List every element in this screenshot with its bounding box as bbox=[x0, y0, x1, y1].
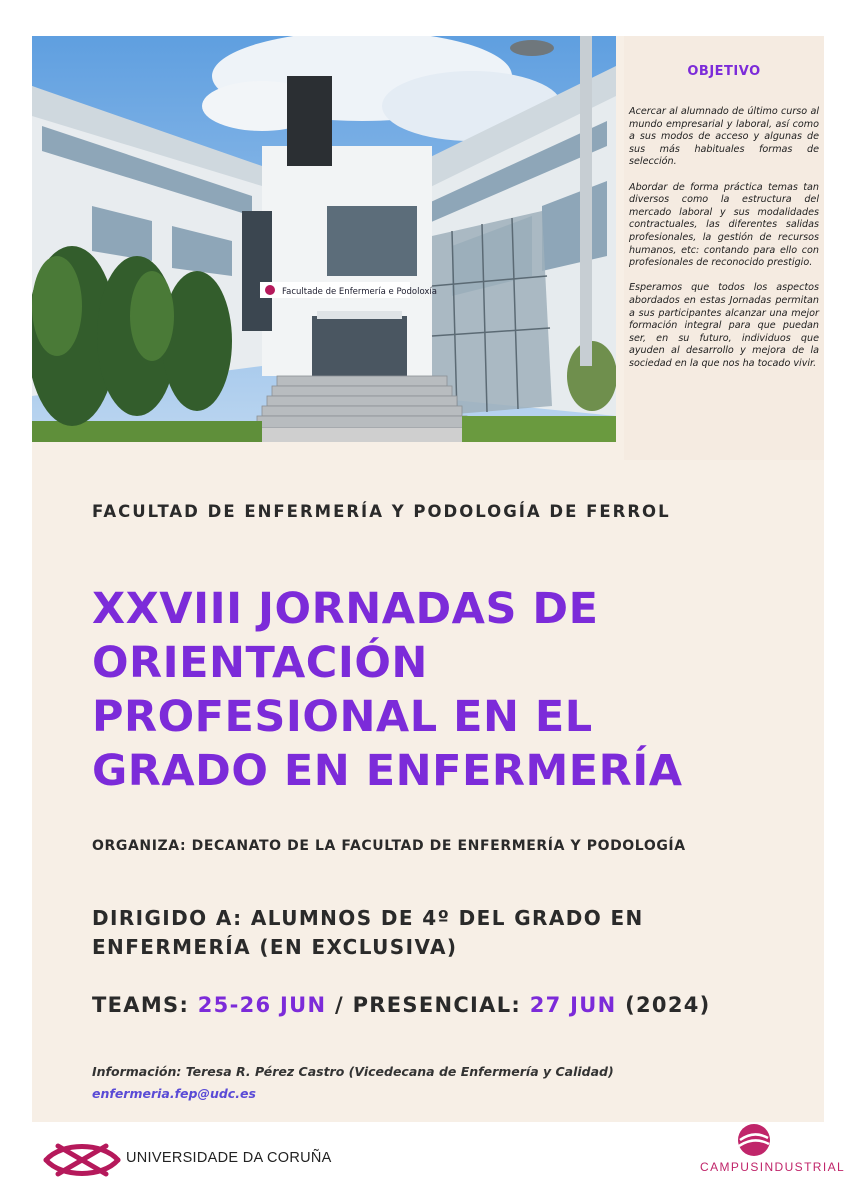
objetivo-paragraph: Esperamos que todos los aspectos abordados en estas Jornadas permitan a sus participantes alcanzar una mejor formación integral para que puedan ser, en su futuro, individuos que ayuden al desarrollo y mejora de la sociedad en la que nos ha tocado vivir. bbox=[629, 282, 819, 369]
event-title-line: XXVIII JORNADAS DE bbox=[92, 584, 599, 634]
audience-line bbox=[92, 904, 644, 962]
objetivo-paragraph: Acercar al alumnado de último curso al mundo empresarial y laboral, así como a sus modos de acceso y algunas de sus más habituales formas de selección. bbox=[629, 106, 819, 168]
event-dates bbox=[92, 993, 711, 1017]
teams-dates: 25-26 JUN bbox=[197, 993, 327, 1017]
teams-label: TEAMS: bbox=[92, 993, 198, 1017]
event-title bbox=[92, 582, 812, 798]
building-photo bbox=[32, 36, 616, 442]
event-title-line: PROFESIONAL EN EL bbox=[92, 692, 593, 742]
campus-industrial-logo-icon bbox=[734, 1120, 774, 1164]
presencial-label: / PRESENCIAL: bbox=[326, 993, 530, 1017]
objetivo-paragraph: Abordar de forma práctica temas tan diversos como la estructura del mercado laboral y sus modalidades contractuales, las diferentes salidas profesionales, la gestión de recursos humanos, etc: contando para ello con profesionales de reconocido prestigio. bbox=[629, 181, 819, 269]
event-year: (2024) bbox=[616, 993, 711, 1017]
audience-line-text: ENFERMERÍA (EN EXCLUSIVA) bbox=[92, 935, 458, 959]
contact-info: Información: Teresa R. Pérez Castro (Vicedecana de Enfermería y Calidad) bbox=[92, 1064, 614, 1079]
objetivo-text bbox=[629, 106, 819, 383]
audience-line-text: DIRIGIDO A: ALUMNOS DE 4º DEL GRADO EN bbox=[92, 906, 644, 930]
event-title-line: ORIENTACIÓN bbox=[92, 638, 428, 688]
objetivo-title: OBJETIVO bbox=[687, 64, 761, 79]
presencial-date: 27 JUN bbox=[529, 993, 617, 1017]
campus-industrial-name: CAMPUSINDUSTRIAL bbox=[700, 1160, 846, 1174]
event-title-line: GRADO EN ENFERMERÍA bbox=[92, 746, 683, 796]
contact-email-link[interactable]: enfermeria.fep@udc.es bbox=[92, 1086, 256, 1101]
udc-logo-icon bbox=[42, 1138, 122, 1186]
objetivo-sidebar bbox=[624, 36, 824, 460]
udc-name: UNIVERSIDADE DA CORUÑA bbox=[126, 1150, 332, 1166]
organizer-line: ORGANIZA: DECANATO DE LA FACULTAD DE ENFERMERÍA Y PODOLOGÍA bbox=[92, 838, 686, 854]
faculty-heading: FACULTAD DE ENFERMERÍA Y PODOLOGÍA DE FERROL bbox=[92, 502, 671, 521]
building-sign: Facultade de Enfermería e Podoloxía bbox=[282, 287, 437, 297]
